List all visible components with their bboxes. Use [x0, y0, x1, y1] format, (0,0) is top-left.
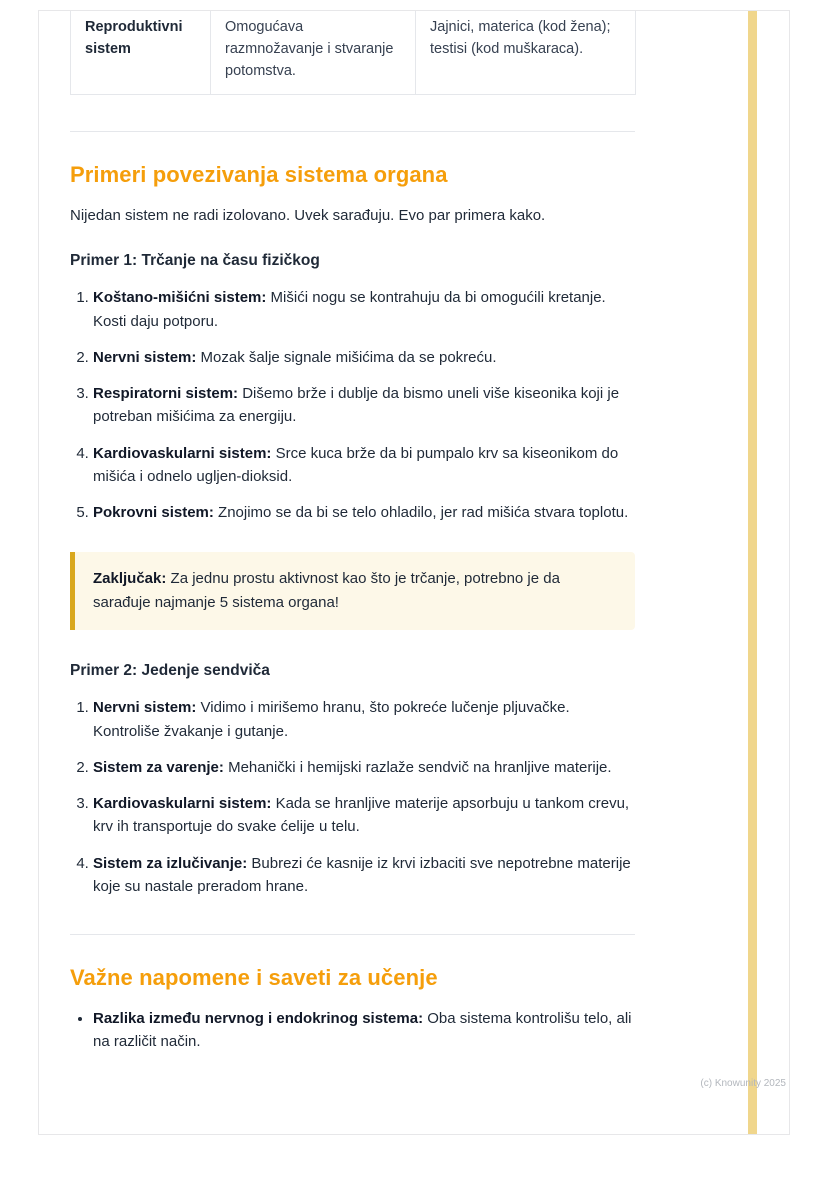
list-item — [93, 756, 635, 779]
example2-list — [70, 696, 635, 898]
list-item — [93, 382, 635, 429]
list-item — [93, 346, 635, 369]
section-title-examples: Primeri povezivanja sistema organa — [70, 162, 448, 188]
list-item — [93, 1007, 635, 1054]
callout-text: Za jednu prostu aktivnost kao što je trčanje, potrebno je da sarađuje najmanje 5 sistema organa! — [93, 570, 560, 612]
list-item — [93, 442, 635, 489]
section-title-notes: Važne napomene i saveti za učenje — [70, 965, 438, 990]
decorative-stripe — [748, 11, 757, 1134]
list-item-term: Kardiovaskularni sistem: — [93, 795, 272, 812]
list-item — [93, 792, 635, 839]
section-divider — [70, 934, 635, 935]
table-row — [71, 11, 636, 95]
list-item-term: Sistem za izlučivanje: — [93, 854, 248, 872]
callout-term: Zaključak: — [93, 570, 167, 588]
list-item-text: Dišemo brže i dublje da bismo uneli više kiseonika koji je potreban mišićima za energiju. — [93, 385, 620, 426]
document-content — [39, 11, 636, 1118]
table-cell-system: Reproduktivni sistem — [71, 11, 211, 95]
list-item-text: Kada se hranljive materije apsorbuju u tankom crevu, krv ih transportuje do svake ćelije u telu. — [93, 795, 630, 836]
list-item-text: Znojimo se da bi se telo ohladilo, jer rad mišića stvara toplotu. — [218, 504, 629, 521]
list-item-term: Pokrovni sistem: — [93, 504, 214, 521]
list-item-text: Bubrezi će kasnije iz krvi izbaciti sve nepotrebne materije koje su nastale preradom hrane. — [93, 854, 631, 895]
list-item-term: Respiratorni sistem: — [93, 385, 239, 402]
list-item-text: Mehanički i hemijski razlaže sendvič na hranljive materije. — [228, 758, 612, 776]
notes-list — [70, 1007, 635, 1054]
list-item — [93, 696, 635, 743]
list-item-text: Mišići nogu se kontrahuju da bi omogućili kretanje. Kosti daju potporu. — [93, 289, 606, 330]
document-page — [38, 10, 790, 1135]
section-divider — [70, 131, 635, 132]
intro-paragraph: Nijedan sistem ne radi izolovano. Uvek sarađuju. Evo par primera kako. — [70, 207, 546, 225]
list-item-term: Nervni sistem: — [93, 699, 197, 717]
example2-heading: Primer 2: Jedenje sendviča — [70, 662, 270, 680]
table-cell-organs: Jajnici, materica (kod žena); testisi (kod muškaraca). — [416, 11, 636, 95]
example1-list — [70, 286, 635, 524]
organ-systems-table — [70, 11, 636, 95]
list-item-text: Srce kuca brže da bi pumpalo krv sa kiseonikom do mišića i odnelo ugljen-dioksid. — [93, 444, 619, 485]
list-item-term: Razlika između nervnog i endokrinog sistema: — [93, 1010, 424, 1027]
conclusion-callout — [70, 552, 635, 630]
example1-heading: Primer 1: Trčanje na času fizičkog — [70, 252, 320, 270]
list-item-term: Koštano-mišićni sistem: — [93, 289, 267, 307]
list-item-term: Nervni sistem: — [93, 348, 197, 366]
list-item-text: Mozak šalje signale mišićima da se pokreću. — [200, 348, 497, 366]
list-item — [93, 852, 635, 899]
list-item — [93, 286, 635, 333]
list-item-term: Kardiovaskularni sistem: — [93, 444, 272, 462]
list-item-text: Vidimo i mirišemo hranu, što pokreće lučenje pljuvačke. Kontroliše žvakanje i gutanje. — [93, 699, 570, 740]
list-item-text: Oba sistema kontrolišu telo, ali na različit način. — [93, 1010, 632, 1051]
list-item-term: Sistem za varenje: — [93, 758, 224, 776]
list-item — [93, 501, 635, 524]
watermark: (c) Knowunity 2025 — [700, 1078, 786, 1089]
table-cell-function: Omogućava razmnožavanje i stvaranje potomstva. — [211, 11, 416, 95]
